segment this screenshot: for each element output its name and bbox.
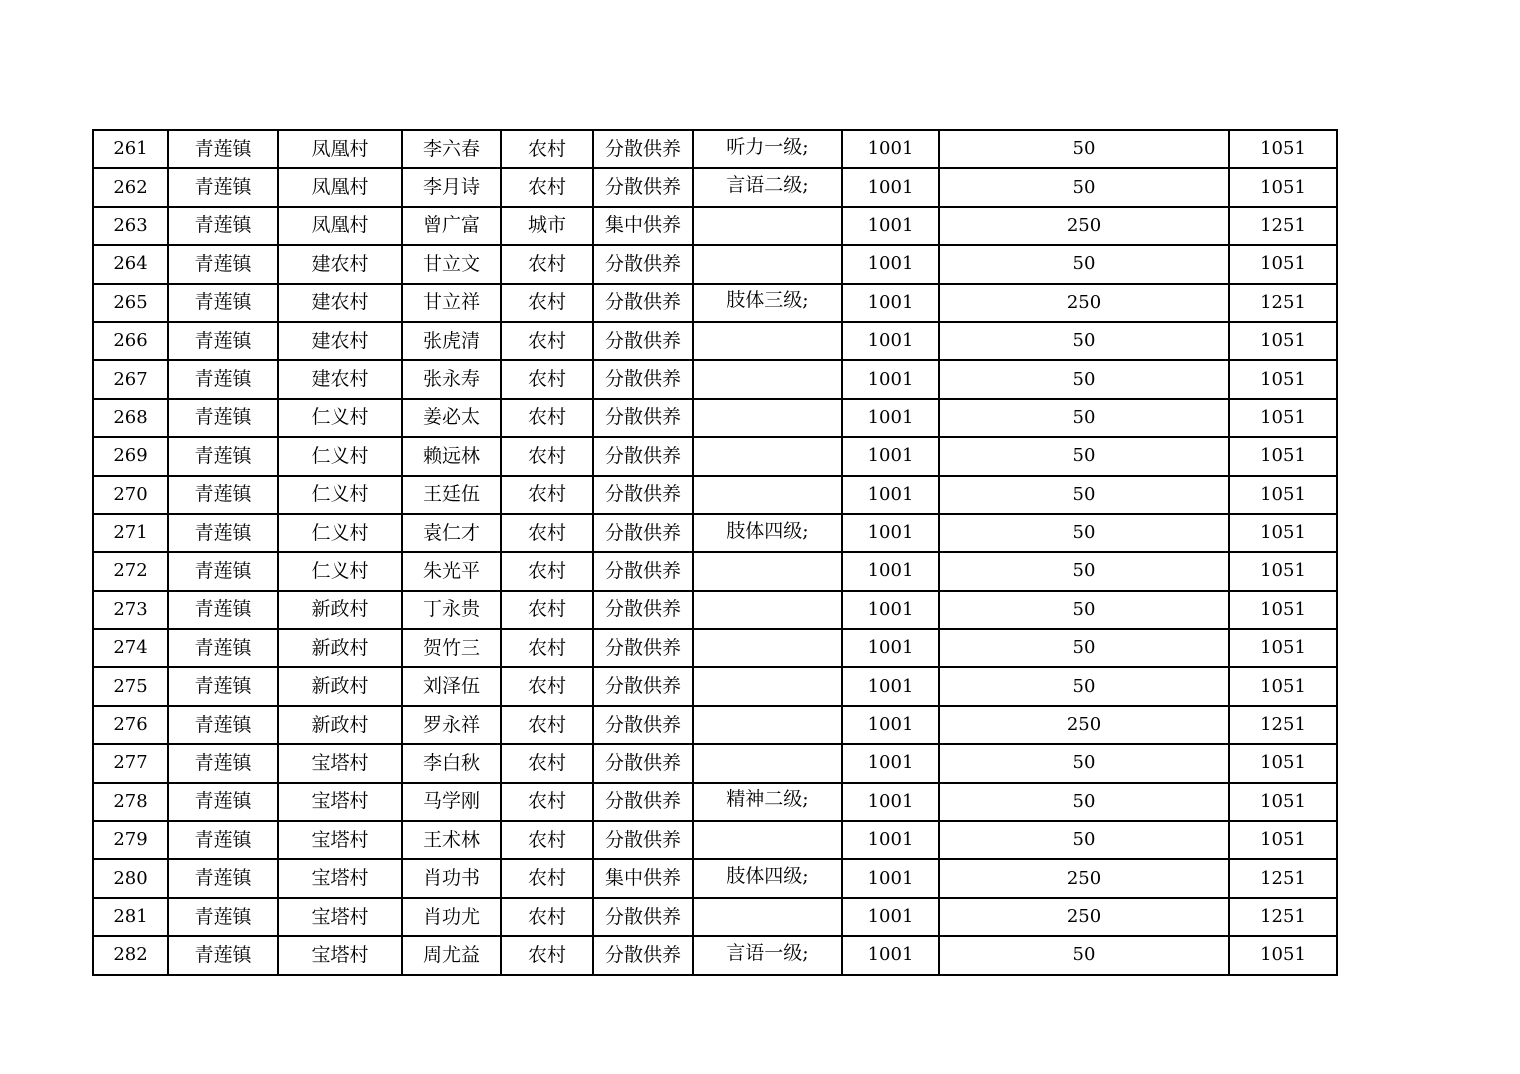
household-type-cell: 农村	[501, 437, 593, 475]
household-type-cell: 农村	[501, 245, 593, 283]
household-type-cell: 农村	[501, 360, 593, 398]
support-type-cell: 分散供养	[593, 898, 693, 936]
disability-level-cell	[693, 667, 842, 705]
total-amount-cell: 1051	[1229, 936, 1337, 974]
total-amount-cell: 1051	[1229, 168, 1337, 206]
disability-level-cell: 肢体四级;	[693, 859, 842, 897]
row-number-cell: 282	[93, 936, 168, 974]
base-amount-cell: 1001	[842, 514, 939, 552]
base-amount-cell: 1001	[842, 706, 939, 744]
support-type-cell: 分散供养	[593, 936, 693, 974]
person-name-cell: 袁仁才	[402, 514, 501, 552]
row-number-cell: 264	[93, 245, 168, 283]
base-amount-cell: 1001	[842, 284, 939, 322]
support-type-cell: 分散供养	[593, 783, 693, 821]
person-name-cell: 李六春	[402, 130, 501, 168]
village-cell: 凤凰村	[278, 168, 402, 206]
support-type-cell: 分散供养	[593, 245, 693, 283]
total-amount-cell: 1051	[1229, 322, 1337, 360]
support-type-cell: 分散供养	[593, 284, 693, 322]
base-amount-cell: 1001	[842, 360, 939, 398]
village-cell: 宝塔村	[278, 898, 402, 936]
table-row	[93, 667, 1337, 705]
town-cell: 青莲镇	[168, 783, 278, 821]
person-name-cell: 王术林	[402, 821, 501, 859]
row-number-cell: 276	[93, 706, 168, 744]
disability-level-cell	[693, 245, 842, 283]
subsidy-amount-cell: 50	[939, 437, 1229, 475]
person-name-cell: 赖远林	[402, 437, 501, 475]
total-amount-cell: 1051	[1229, 360, 1337, 398]
village-cell: 宝塔村	[278, 821, 402, 859]
village-cell: 宝塔村	[278, 783, 402, 821]
village-cell: 凤凰村	[278, 130, 402, 168]
subsidy-amount-cell: 50	[939, 552, 1229, 590]
total-amount-cell: 1051	[1229, 821, 1337, 859]
support-type-cell: 分散供养	[593, 552, 693, 590]
table-row	[93, 360, 1337, 398]
base-amount-cell: 1001	[842, 898, 939, 936]
subsidy-amount-cell: 50	[939, 130, 1229, 168]
household-type-cell: 农村	[501, 821, 593, 859]
base-amount-cell: 1001	[842, 629, 939, 667]
household-type-cell: 农村	[501, 552, 593, 590]
town-cell: 青莲镇	[168, 284, 278, 322]
village-cell: 宝塔村	[278, 859, 402, 897]
subsidy-amount-cell: 250	[939, 706, 1229, 744]
row-number-cell: 280	[93, 859, 168, 897]
person-name-cell: 甘立文	[402, 245, 501, 283]
total-amount-cell: 1051	[1229, 629, 1337, 667]
disability-level-cell: 肢体三级;	[693, 284, 842, 322]
household-type-cell: 农村	[501, 936, 593, 974]
village-cell: 仁义村	[278, 437, 402, 475]
town-cell: 青莲镇	[168, 399, 278, 437]
town-cell: 青莲镇	[168, 744, 278, 782]
total-amount-cell: 1051	[1229, 552, 1337, 590]
base-amount-cell: 1001	[842, 821, 939, 859]
total-amount-cell: 1051	[1229, 783, 1337, 821]
base-amount-cell: 1001	[842, 591, 939, 629]
village-cell: 新政村	[278, 667, 402, 705]
person-name-cell: 丁永贵	[402, 591, 501, 629]
row-number-cell: 278	[93, 783, 168, 821]
household-type-cell: 农村	[501, 629, 593, 667]
town-cell: 青莲镇	[168, 591, 278, 629]
household-type-cell: 农村	[501, 667, 593, 705]
row-number-cell: 273	[93, 591, 168, 629]
town-cell: 青莲镇	[168, 936, 278, 974]
town-cell: 青莲镇	[168, 821, 278, 859]
household-type-cell: 农村	[501, 859, 593, 897]
person-name-cell: 王廷伍	[402, 476, 501, 514]
village-cell: 新政村	[278, 629, 402, 667]
person-name-cell: 张永寿	[402, 360, 501, 398]
subsidy-amount-cell: 50	[939, 591, 1229, 629]
subsidy-amount-cell: 50	[939, 629, 1229, 667]
person-name-cell: 张虎清	[402, 322, 501, 360]
row-number-cell: 277	[93, 744, 168, 782]
support-type-cell: 分散供养	[593, 591, 693, 629]
table-row	[93, 437, 1337, 475]
village-cell: 宝塔村	[278, 744, 402, 782]
subsidy-amount-cell: 50	[939, 476, 1229, 514]
disability-level-cell	[693, 591, 842, 629]
town-cell: 青莲镇	[168, 552, 278, 590]
person-name-cell: 姜必太	[402, 399, 501, 437]
table-row	[93, 629, 1337, 667]
household-type-cell: 农村	[501, 706, 593, 744]
base-amount-cell: 1001	[842, 399, 939, 437]
disability-level-cell	[693, 476, 842, 514]
base-amount-cell: 1001	[842, 744, 939, 782]
person-name-cell: 罗永祥	[402, 706, 501, 744]
total-amount-cell: 1051	[1229, 744, 1337, 782]
village-cell: 凤凰村	[278, 207, 402, 245]
village-cell: 建农村	[278, 322, 402, 360]
total-amount-cell: 1051	[1229, 399, 1337, 437]
person-name-cell: 贺竹三	[402, 629, 501, 667]
disability-level-cell: 听力一级;	[693, 130, 842, 168]
table-row	[93, 706, 1337, 744]
household-type-cell: 农村	[501, 783, 593, 821]
base-amount-cell: 1001	[842, 437, 939, 475]
disability-level-cell	[693, 322, 842, 360]
town-cell: 青莲镇	[168, 168, 278, 206]
disability-level-cell	[693, 360, 842, 398]
person-name-cell: 李白秋	[402, 744, 501, 782]
subsidy-amount-cell: 50	[939, 168, 1229, 206]
row-number-cell: 266	[93, 322, 168, 360]
support-type-cell: 分散供养	[593, 821, 693, 859]
base-amount-cell: 1001	[842, 322, 939, 360]
town-cell: 青莲镇	[168, 207, 278, 245]
town-cell: 青莲镇	[168, 859, 278, 897]
total-amount-cell: 1051	[1229, 667, 1337, 705]
disability-level-cell	[693, 744, 842, 782]
support-type-cell: 分散供养	[593, 437, 693, 475]
subsidy-amount-cell: 250	[939, 207, 1229, 245]
person-name-cell: 肖功尤	[402, 898, 501, 936]
row-number-cell: 274	[93, 629, 168, 667]
data-table	[92, 129, 1338, 976]
row-number-cell: 272	[93, 552, 168, 590]
household-type-cell: 农村	[501, 284, 593, 322]
town-cell: 青莲镇	[168, 130, 278, 168]
village-cell: 建农村	[278, 245, 402, 283]
table-row	[93, 207, 1337, 245]
household-type-cell: 农村	[501, 514, 593, 552]
total-amount-cell: 1051	[1229, 130, 1337, 168]
total-amount-cell: 1251	[1229, 859, 1337, 897]
support-type-cell: 分散供养	[593, 629, 693, 667]
household-type-cell: 农村	[501, 322, 593, 360]
row-number-cell: 271	[93, 514, 168, 552]
household-type-cell: 农村	[501, 168, 593, 206]
village-cell: 新政村	[278, 706, 402, 744]
subsidy-amount-cell: 50	[939, 514, 1229, 552]
base-amount-cell: 1001	[842, 476, 939, 514]
person-name-cell: 李月诗	[402, 168, 501, 206]
disability-level-cell	[693, 821, 842, 859]
base-amount-cell: 1001	[842, 130, 939, 168]
table-row	[93, 168, 1337, 206]
support-type-cell: 集中供养	[593, 207, 693, 245]
support-type-cell: 分散供养	[593, 360, 693, 398]
base-amount-cell: 1001	[842, 552, 939, 590]
row-number-cell: 268	[93, 399, 168, 437]
household-type-cell: 城市	[501, 207, 593, 245]
town-cell: 青莲镇	[168, 360, 278, 398]
household-type-cell: 农村	[501, 744, 593, 782]
table-row	[93, 859, 1337, 897]
table-row	[93, 591, 1337, 629]
table-row	[93, 898, 1337, 936]
support-type-cell: 分散供养	[593, 476, 693, 514]
total-amount-cell: 1051	[1229, 514, 1337, 552]
disability-level-cell	[693, 898, 842, 936]
person-name-cell: 肖功书	[402, 859, 501, 897]
table-row	[93, 783, 1337, 821]
subsidy-amount-cell: 250	[939, 859, 1229, 897]
person-name-cell: 朱光平	[402, 552, 501, 590]
base-amount-cell: 1001	[842, 245, 939, 283]
disability-level-cell	[693, 437, 842, 475]
support-type-cell: 集中供养	[593, 859, 693, 897]
town-cell: 青莲镇	[168, 629, 278, 667]
total-amount-cell: 1051	[1229, 245, 1337, 283]
person-name-cell: 马学刚	[402, 783, 501, 821]
town-cell: 青莲镇	[168, 898, 278, 936]
disability-level-cell: 精神二级;	[693, 783, 842, 821]
village-cell: 建农村	[278, 284, 402, 322]
row-number-cell: 263	[93, 207, 168, 245]
subsidy-amount-cell: 50	[939, 936, 1229, 974]
total-amount-cell: 1251	[1229, 284, 1337, 322]
table-row	[93, 245, 1337, 283]
disability-level-cell	[693, 399, 842, 437]
household-type-cell: 农村	[501, 399, 593, 437]
total-amount-cell: 1251	[1229, 706, 1337, 744]
disability-level-cell: 言语二级;	[693, 168, 842, 206]
person-name-cell: 周尤益	[402, 936, 501, 974]
disability-level-cell: 肢体四级;	[693, 514, 842, 552]
subsidy-amount-cell: 50	[939, 667, 1229, 705]
village-cell: 仁义村	[278, 514, 402, 552]
town-cell: 青莲镇	[168, 322, 278, 360]
disability-level-cell	[693, 629, 842, 667]
town-cell: 青莲镇	[168, 476, 278, 514]
household-type-cell: 农村	[501, 130, 593, 168]
total-amount-cell: 1051	[1229, 476, 1337, 514]
subsidy-amount-cell: 50	[939, 744, 1229, 782]
base-amount-cell: 1001	[842, 168, 939, 206]
total-amount-cell: 1051	[1229, 591, 1337, 629]
support-type-cell: 分散供养	[593, 514, 693, 552]
total-amount-cell: 1251	[1229, 207, 1337, 245]
subsidy-amount-cell: 50	[939, 322, 1229, 360]
household-type-cell: 农村	[501, 898, 593, 936]
town-cell: 青莲镇	[168, 667, 278, 705]
row-number-cell: 281	[93, 898, 168, 936]
row-number-cell: 267	[93, 360, 168, 398]
person-name-cell: 曾广富	[402, 207, 501, 245]
table-row	[93, 936, 1337, 974]
subsidy-amount-cell: 50	[939, 360, 1229, 398]
household-type-cell: 农村	[501, 591, 593, 629]
person-name-cell: 甘立祥	[402, 284, 501, 322]
support-type-cell: 分散供养	[593, 706, 693, 744]
disability-level-cell: 言语一级;	[693, 936, 842, 974]
row-number-cell: 275	[93, 667, 168, 705]
household-type-cell: 农村	[501, 476, 593, 514]
disability-level-cell	[693, 552, 842, 590]
row-number-cell: 270	[93, 476, 168, 514]
total-amount-cell: 1051	[1229, 437, 1337, 475]
table-row	[93, 476, 1337, 514]
table-row	[93, 130, 1337, 168]
person-name-cell: 刘泽伍	[402, 667, 501, 705]
support-type-cell: 分散供养	[593, 322, 693, 360]
disability-level-cell	[693, 207, 842, 245]
table-row	[93, 514, 1337, 552]
support-type-cell: 分散供养	[593, 667, 693, 705]
table-row	[93, 399, 1337, 437]
table-row	[93, 744, 1337, 782]
row-number-cell: 269	[93, 437, 168, 475]
row-number-cell: 265	[93, 284, 168, 322]
town-cell: 青莲镇	[168, 245, 278, 283]
village-cell: 建农村	[278, 360, 402, 398]
subsidy-amount-cell: 50	[939, 783, 1229, 821]
table-row	[93, 322, 1337, 360]
village-cell: 新政村	[278, 591, 402, 629]
support-type-cell: 分散供养	[593, 130, 693, 168]
support-type-cell: 分散供养	[593, 744, 693, 782]
subsidy-amount-cell: 250	[939, 898, 1229, 936]
table-row	[93, 284, 1337, 322]
subsidy-amount-cell: 50	[939, 245, 1229, 283]
town-cell: 青莲镇	[168, 706, 278, 744]
village-cell: 仁义村	[278, 476, 402, 514]
table-row	[93, 821, 1337, 859]
support-type-cell: 分散供养	[593, 399, 693, 437]
subsidy-amount-cell: 50	[939, 399, 1229, 437]
village-cell: 仁义村	[278, 399, 402, 437]
row-number-cell: 261	[93, 130, 168, 168]
base-amount-cell: 1001	[842, 936, 939, 974]
town-cell: 青莲镇	[168, 514, 278, 552]
subsidy-amount-cell: 250	[939, 284, 1229, 322]
row-number-cell: 262	[93, 168, 168, 206]
base-amount-cell: 1001	[842, 783, 939, 821]
table-row	[93, 552, 1337, 590]
village-cell: 仁义村	[278, 552, 402, 590]
base-amount-cell: 1001	[842, 207, 939, 245]
town-cell: 青莲镇	[168, 437, 278, 475]
total-amount-cell: 1251	[1229, 898, 1337, 936]
support-type-cell: 分散供养	[593, 168, 693, 206]
base-amount-cell: 1001	[842, 667, 939, 705]
table-body	[93, 130, 1337, 975]
base-amount-cell: 1001	[842, 859, 939, 897]
village-cell: 宝塔村	[278, 936, 402, 974]
row-number-cell: 279	[93, 821, 168, 859]
disability-level-cell	[693, 706, 842, 744]
subsidy-amount-cell: 50	[939, 821, 1229, 859]
